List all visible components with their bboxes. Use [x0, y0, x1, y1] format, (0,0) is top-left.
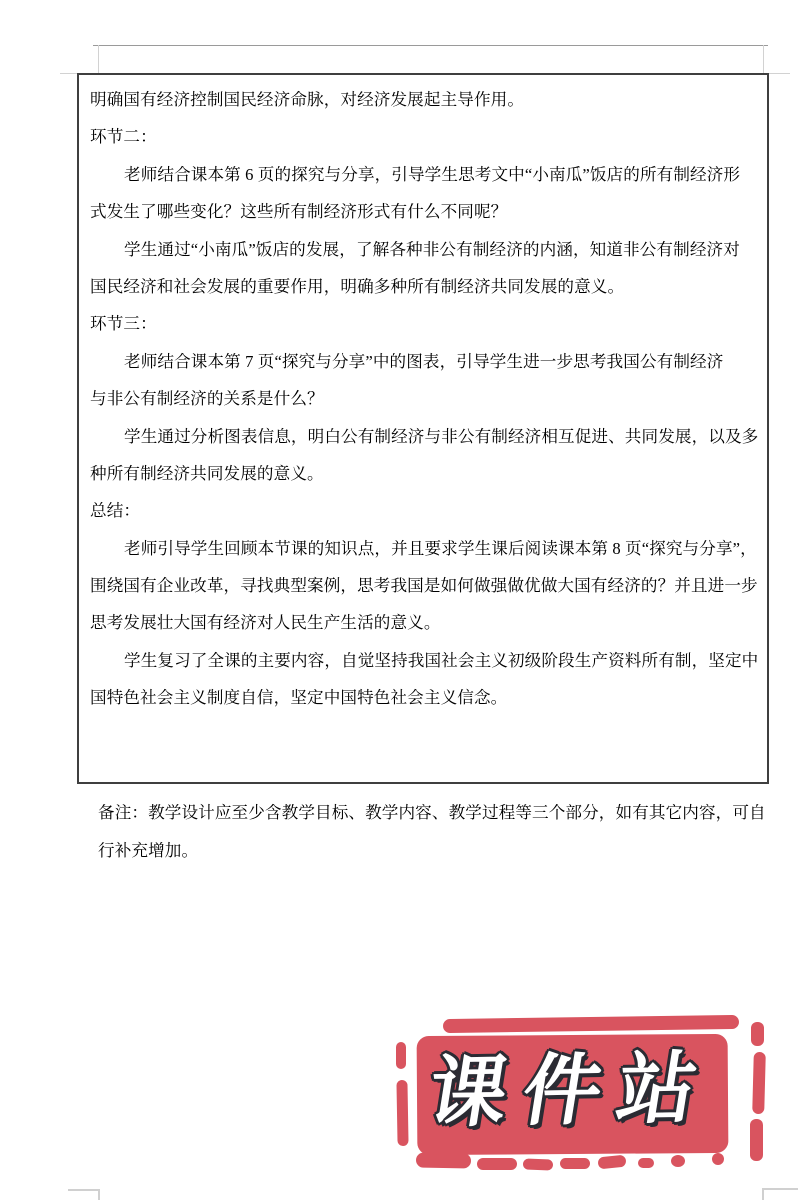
text-line: 老师结合课本第 6 页的探究与分享，引导学生思考文中“小南瓜”饭店的所有制经济形	[124, 164, 741, 184]
stamp-border-stroke	[597, 1155, 626, 1170]
crop-mark-bottom-right-v	[762, 1188, 764, 1200]
text-line: 国民经济和社会发展的重要作用，明确多种所有制经济共同发展的意义。	[90, 276, 625, 296]
text-line: 式发生了哪些变化？这些所有制经济形式有什么不同呢？	[90, 202, 508, 222]
stamp-border-stroke	[396, 1042, 406, 1069]
text-line: 学生通过分析图表信息，明白公有制经济与非公有制经济相互促进、共同发展，以及多	[124, 426, 759, 446]
text-line: 学生复习了全课的主要内容，自觉坚持我国社会主义初级阶段生产资料所有制，坚定中	[124, 650, 759, 670]
table-top-left-tick	[98, 45, 99, 73]
text-line: 老师结合课本第 7 页“探究与分享”中的图表，引导学生进一步思考我国公有制经济	[124, 351, 724, 371]
text-line: 围绕国有企业改革，寻找典型案例，思考我国是如何做强做优做大国有经济的？并且进一步	[90, 576, 758, 596]
table-top-ruling	[93, 45, 768, 46]
table-cell-teaching-process[interactable]	[77, 73, 769, 784]
crop-mark-bottom-left-h	[68, 1189, 99, 1191]
text-line: 环节二：	[90, 127, 157, 147]
stamp-border-stroke	[477, 1158, 517, 1170]
stamp-text: 课件站	[421, 1043, 720, 1139]
stamp-border-stroke	[523, 1158, 553, 1170]
stamp-border-stroke	[638, 1158, 654, 1168]
stamp-border-stroke	[671, 1155, 685, 1167]
note-paragraph	[98, 794, 788, 870]
stamp-border-stroke	[416, 1153, 471, 1169]
stamp-border-stroke	[443, 1015, 739, 1033]
stamp-border-stroke	[750, 1119, 763, 1161]
text-line: 与非公有制经济的关系是什么？	[90, 389, 324, 409]
crop-mark-bottom-left-v	[98, 1189, 100, 1200]
stamp-border-stroke	[752, 1052, 766, 1114]
kejianzhan-stamp	[395, 1012, 780, 1180]
text-line: 种所有制经济共同发展的意义。	[90, 463, 324, 483]
table-top-right-tick	[763, 45, 764, 73]
text-line: 明确国有经济控制国民经济命脉，对经济发展起主导作用。	[90, 90, 525, 109]
text-line: 行补充增加。	[98, 841, 199, 860]
text-line: 总结：	[90, 501, 141, 521]
text-line: 国特色社会主义制度自信，坚定中国特色社会主义信念。	[90, 688, 508, 708]
text-line: 环节三：	[90, 314, 157, 334]
stamp-border-stroke	[751, 1022, 764, 1046]
stamp-border-stroke	[560, 1158, 590, 1169]
stamp-border-stroke	[396, 1080, 408, 1146]
text-line: 老师引导学生回顾本节课的知识点，并且要求学生课后阅读课本第 8 页“探究与分享”，	[124, 538, 757, 558]
stamp-border-stroke	[712, 1153, 724, 1165]
crop-mark-bottom-right-h	[762, 1188, 798, 1190]
text-line: 备注：教学设计应至少含教学目标、教学内容、教学过程等三个部分，如有其它内容，可自	[98, 803, 766, 822]
cell-text	[79, 75, 767, 717]
text-line: 思考发展壮大国有经济对人民生产生活的意义。	[90, 613, 441, 633]
text-line: 学生通过“小南瓜”饭店的发展，了解各种非公有制经济的内涵，知道非公有制经济对	[124, 239, 740, 259]
